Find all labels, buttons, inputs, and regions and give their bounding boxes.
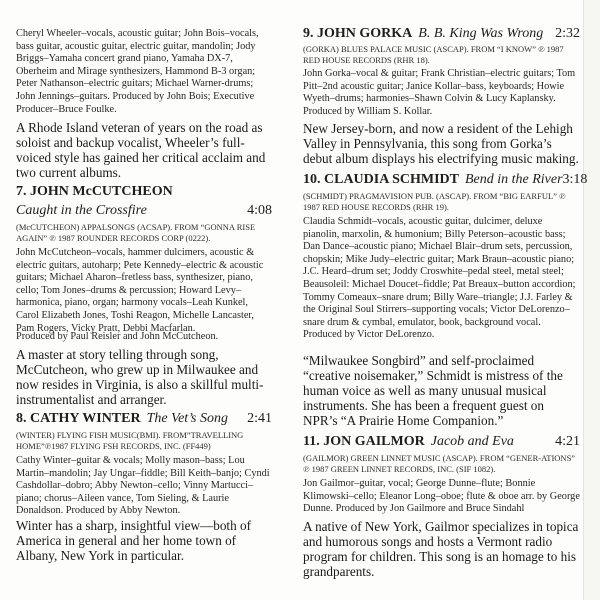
track-7-time: 4:08 — [247, 203, 272, 218]
left-column — [16, 0, 272, 600]
track-7-song: Caught in the Crossfire — [16, 203, 147, 218]
page-edge — [583, 0, 600, 600]
track-10-publishing: (SCHMIDT) PRAGMAVISION PUB. (ASCAP). FROM “BIG EARFUL” ℗ 1987 RED HOUSE RECORDS (RHR 19). — [303, 191, 566, 213]
track-7-heading — [16, 184, 272, 219]
track-10-blurb: “Milwaukee Songbird” and self-proclaimed “creative noisemaker,” Schmidt is mistress of the human voice as well as many unusual musical instruments. She has been a frequent guest on NPR’s “A Prairie Home Companion.” — [303, 353, 563, 428]
track-8-time: 2:41 — [247, 411, 272, 426]
track-7-credits: John McCutcheon–vocals, hammer dulcimers, acoustic & electric guitars, autoharp; Pete Kennedy–electric & acoustic guitars; Michael Aharon–fretless bass, synthesizer, piano, cello; Tom Jones–drums & percussion; Howard Levy–harmonica, piano, organ; harmony vocals–Leah Kunkel, Carol Elizabeth Jones, Toshi Reagon, Michelle Lancaster, Pam Rogers, Vicky Pratt, Debbi Macfarlan. — [16, 247, 264, 334]
track-10-credits: Claudia Schmidt–vocals, acoustic guitar, dulcimer, deluxe pianolin, marxolin, & humonium; Billy Peterson–acoustic bass; Dan Dance–acoustic piano; Michael Blair–drum sets, percussion, chopskin; Mike Judy–electric guitar; Mark Braun–acoustic piano; J.C. Heard–drum set; Joddy Croswhite–pedal steel, metal steel; Beausoleil: Michael Doucet–fiddle; Pat Breaux–button accordion; Tommy Comeaux–snare drum; Billy Ware–triangle; J.J. Farley & the Original Soul Stirrers–supporting vocals; Victor DeLorenzo–snare drum & cymbal, emulator, book, background vocal. Produced by Victor DeLorenzo. — [303, 216, 576, 341]
track-11-credits: Jon Gailmor–guitar, vocal; George Dunne–flute; Bonnie Klimowski–cello; Eleanor Long–oboe; flute & oboe arr. by George Dunne. Produced by Jon Gailmore and Bruce Sindahl — [303, 478, 580, 515]
wheeler-credits: Cheryl Wheeler–vocals, acoustic guitar; John Bois–vocals, bass guitar, acoustic guitar, electric guitar, mandolin; Jody Briggs–Yamaha concert grand piano, Yamaha DX-7, Oberheim and Mirage synthesizers, Hammond B-3 organ; Peter Nathanson–electric guitars; Michael Warner-drums; John Jennings–guitars. Produced by John Bois; Executive Producer–Bruce Foulke. — [16, 28, 259, 115]
right-column — [303, 0, 588, 600]
track-8-blurb: Winter has a sharp, insightful view—both of America in general and her home town of Albany, New York in particular. — [16, 518, 251, 563]
track-10-heading — [303, 172, 588, 188]
track-8-publishing: (WINTER) FLYING FISH MUSIC(BMI). FROM”TRAVELLING HOME”℗1987 FLYING FSH RECORDS, INC. (FF449) — [16, 430, 244, 452]
track-8-heading — [16, 411, 272, 427]
track-7-artist: 7. JOHN McCUTCHEON — [16, 184, 173, 199]
track-9-publishing: (GORKA) BLUES PALACE MUSIC (ASCAP). FROM “I KNOW” ℗ 1987 RED HOUSE RECORDS (RHR 18). — [303, 44, 564, 66]
track-8-artist: 8. CATHY WINTER — [16, 411, 141, 426]
track-11-time: 4:21 — [555, 434, 580, 449]
track-9-blurb: New Jersey-born, and now a resident of the Lehigh Valley in Pennsylvania, this song from Gorka’s debut album displays his electrifying music making. — [303, 121, 579, 166]
track-11-song: Jacob and Eva — [430, 434, 514, 449]
track-10-artist: 10. CLAUDIA SCHMIDT — [303, 172, 459, 187]
track-8-credits: Cathy Winter–guitar & vocals; Molly mason–bass; Lou Martin–mandolin; Jay Ungar–fiddle; Bill Keith–banjo; Cyndi Cashdollar–dobro; Abby Newton–cello; Vinny Martucci–piano; chorus–Aileen vance, Tom Sieling, & Laurie Donaldson. Produced by Abby Newton. — [16, 455, 270, 517]
track-9-artist: 9. JOHN GORKA — [303, 26, 413, 41]
track-7-blurb: A master at story telling through song, McCutcheon, who grew up in Milwaukee and now resides in Virginia, is also a skillful multi-instrumentalist and arranger. — [16, 347, 264, 407]
track-11-heading — [303, 434, 580, 450]
track-7-producer: Produced by Paul Reisler and John McCutcheon. — [16, 331, 219, 342]
track-10-time: 3:18 — [562, 172, 588, 187]
track-9-credits: John Gorka–vocal & guitar; Frank Christian–electric guitars; Tom Pitt–2nd acoustic guitar; Janice Kollar–bass, keyboards; Howie Wyeth–drums; harmonies–Shawn Colvin & Lucy Kaplansky. Produced by William S. Kollar. — [303, 68, 576, 117]
track-11-blurb: A native of New York, Gailmor specializes in topica and humorous songs and hosts a Vermont radio program for children. This song is an homage to his grandparents. — [303, 519, 579, 579]
track-8-song: The Vet’s Song — [146, 411, 229, 426]
track-9-heading — [303, 26, 580, 42]
track-11-publishing: (GAILMOR) GREEN LINNET MUSIC (ASCAP). FROM “GENER-ATIONS” ℗ 1987 GREEN LINNET RECORDS, INC. (SIF 1082). — [303, 453, 576, 475]
track-7-publishing: (McCUTCHEON) APPALSONGS (ACSAP). FROM “GONNA RISE AGAIN” ℗ 1987 ROUNDER RECORDS CORP (0222). — [16, 222, 256, 244]
track-9-song: B. B. King Was Wrong — [418, 26, 544, 41]
track-9-time: 2:32 — [555, 26, 580, 41]
track-10-song: Bend in the River — [464, 172, 563, 187]
wheeler-blurb: A Rhode Island veteran of years on the road as soloist and backup vocalist, Wheeler’s full-voiced style has gained her critical acclaim and two current albums. — [16, 120, 266, 180]
track-11-artist: 11. JON GAILMOR — [303, 434, 425, 449]
